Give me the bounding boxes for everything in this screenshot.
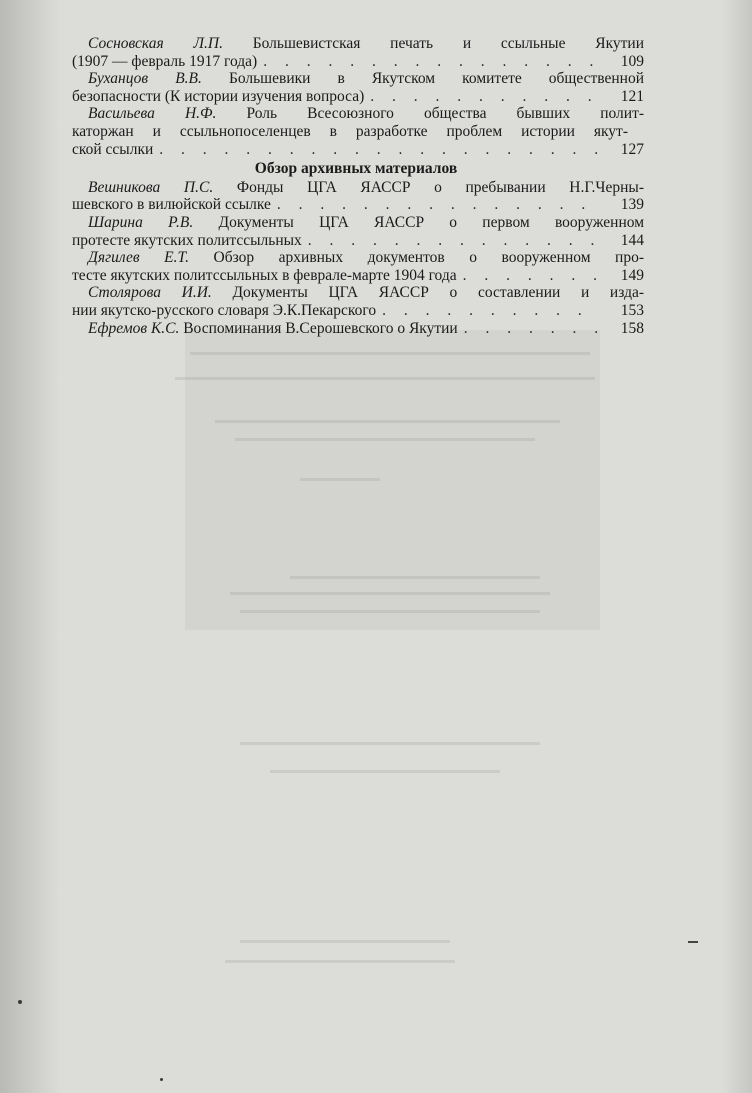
toc-title-continued: протесте якутских политссыльных [72, 231, 302, 249]
toc-page-number: 153 [620, 301, 644, 319]
toc-page-number: 127 [620, 140, 644, 158]
toc-title-continued: (1907 — февраль 1917 года) [72, 52, 258, 70]
section-heading: Обзор архивных материалов [254, 160, 458, 178]
show-through-line [240, 610, 540, 613]
paper-mark [688, 941, 698, 943]
toc-entry-line [88, 249, 644, 267]
paper-speck [160, 1078, 163, 1081]
toc-author: Ефремов К.С. [88, 319, 180, 337]
toc-entry [72, 178, 644, 214]
leader-dots [463, 267, 600, 285]
toc-author: Дягилев Е.Т. [88, 249, 189, 267]
toc-entry [72, 213, 644, 249]
toc-entry [72, 35, 645, 70]
leader-dots [277, 196, 600, 214]
leader-dots [308, 232, 600, 250]
toc-title: Воспоминания В.Серошевского о Якутии [183, 319, 458, 337]
toc-title-continued: нии якутско-русского словаря Э.К.Пекарского [72, 301, 377, 319]
toc-title-continued: ской ссылки [72, 140, 154, 158]
toc-entry-line [88, 105, 644, 123]
toc-entry-line [72, 302, 644, 320]
show-through-line [190, 352, 590, 355]
page-edge-shadow-right [722, 0, 752, 1093]
show-through-line [240, 742, 540, 745]
page-edge-shadow-left [0, 0, 60, 1093]
toc-title: Большевистская печать и ссыльные Якутии [252, 35, 645, 52]
toc-entry-line [72, 141, 644, 159]
toc-title: Обзор архивных документов о вооруженном про- [213, 249, 644, 267]
toc-entry [72, 105, 645, 158]
toc-entry-line [72, 123, 628, 141]
toc-page-number: 144 [620, 231, 644, 249]
leader-dots [370, 88, 600, 106]
toc-entry [72, 249, 644, 284]
toc-title-continued: каторжан и ссыльнопоселенцев в разработке проблем истории якут- [72, 122, 628, 140]
show-through-line [175, 377, 595, 380]
toc-page-number: 158 [620, 319, 644, 337]
show-through-line [300, 478, 380, 481]
toc-entry-line [72, 267, 644, 285]
toc-entry [72, 284, 644, 319]
table-of-contents [72, 35, 645, 337]
toc-entry [72, 70, 644, 105]
toc-title: Большевики в Якутском комитете общественной [228, 70, 644, 88]
toc-author: Шарина Р.В. [88, 213, 194, 231]
leader-dots [263, 53, 600, 71]
toc-author: Сосновская Л.П. [88, 35, 223, 52]
show-through-line [240, 940, 450, 943]
toc-title-continued: тесте якутских политссыльных в феврале-марте 1904 года [72, 266, 457, 284]
toc-entry-line [88, 320, 644, 338]
leader-dots [464, 320, 600, 338]
show-through-line [235, 438, 535, 441]
show-through-line [215, 420, 560, 423]
toc-entry-line [72, 88, 644, 106]
toc-author: Вешникова П.С. [88, 178, 214, 196]
toc-author: Буханцов В.В. [88, 70, 202, 88]
toc-page-number: 139 [620, 196, 644, 214]
toc-entry-line [72, 53, 644, 71]
toc-entry-line [88, 284, 644, 302]
show-through-line [225, 960, 455, 963]
toc-title-continued: шевского в вилюйской ссылке [72, 196, 271, 214]
toc-title: Документы ЦГА ЯАССР о составлении и изда- [232, 284, 644, 302]
toc-title: Документы ЦГА ЯАССР о первом вооруженном [218, 213, 644, 231]
toc-entry-line [88, 35, 644, 53]
toc-entry-line [88, 179, 644, 197]
toc-entry-line [88, 70, 644, 88]
toc-title-continued: безопасности (К истории изучения вопроса) [72, 87, 365, 105]
paper-speck [18, 1000, 22, 1004]
toc-author: Столярова И.И. [88, 284, 212, 302]
toc-entry-line [88, 214, 644, 232]
toc-author: Васильева Н.Ф. [88, 105, 217, 123]
toc-entry-line [72, 232, 644, 250]
leader-dots [159, 141, 600, 159]
leader-dots [382, 302, 600, 320]
toc-title: Фонды ЦГА ЯАССР о пребывании Н.Г.Черны- [236, 178, 644, 196]
toc-page-number: 121 [620, 87, 644, 105]
toc-page-number: 149 [620, 266, 644, 284]
toc-entry [88, 320, 644, 338]
toc-page-number: 109 [620, 52, 644, 70]
show-through-block [185, 330, 600, 630]
show-through-line [270, 770, 500, 773]
show-through-line [230, 592, 550, 595]
show-through-line [290, 576, 540, 579]
toc-entry-line [72, 196, 644, 214]
toc-title: Роль Всесоюзного общества бывших полит- [246, 105, 645, 123]
